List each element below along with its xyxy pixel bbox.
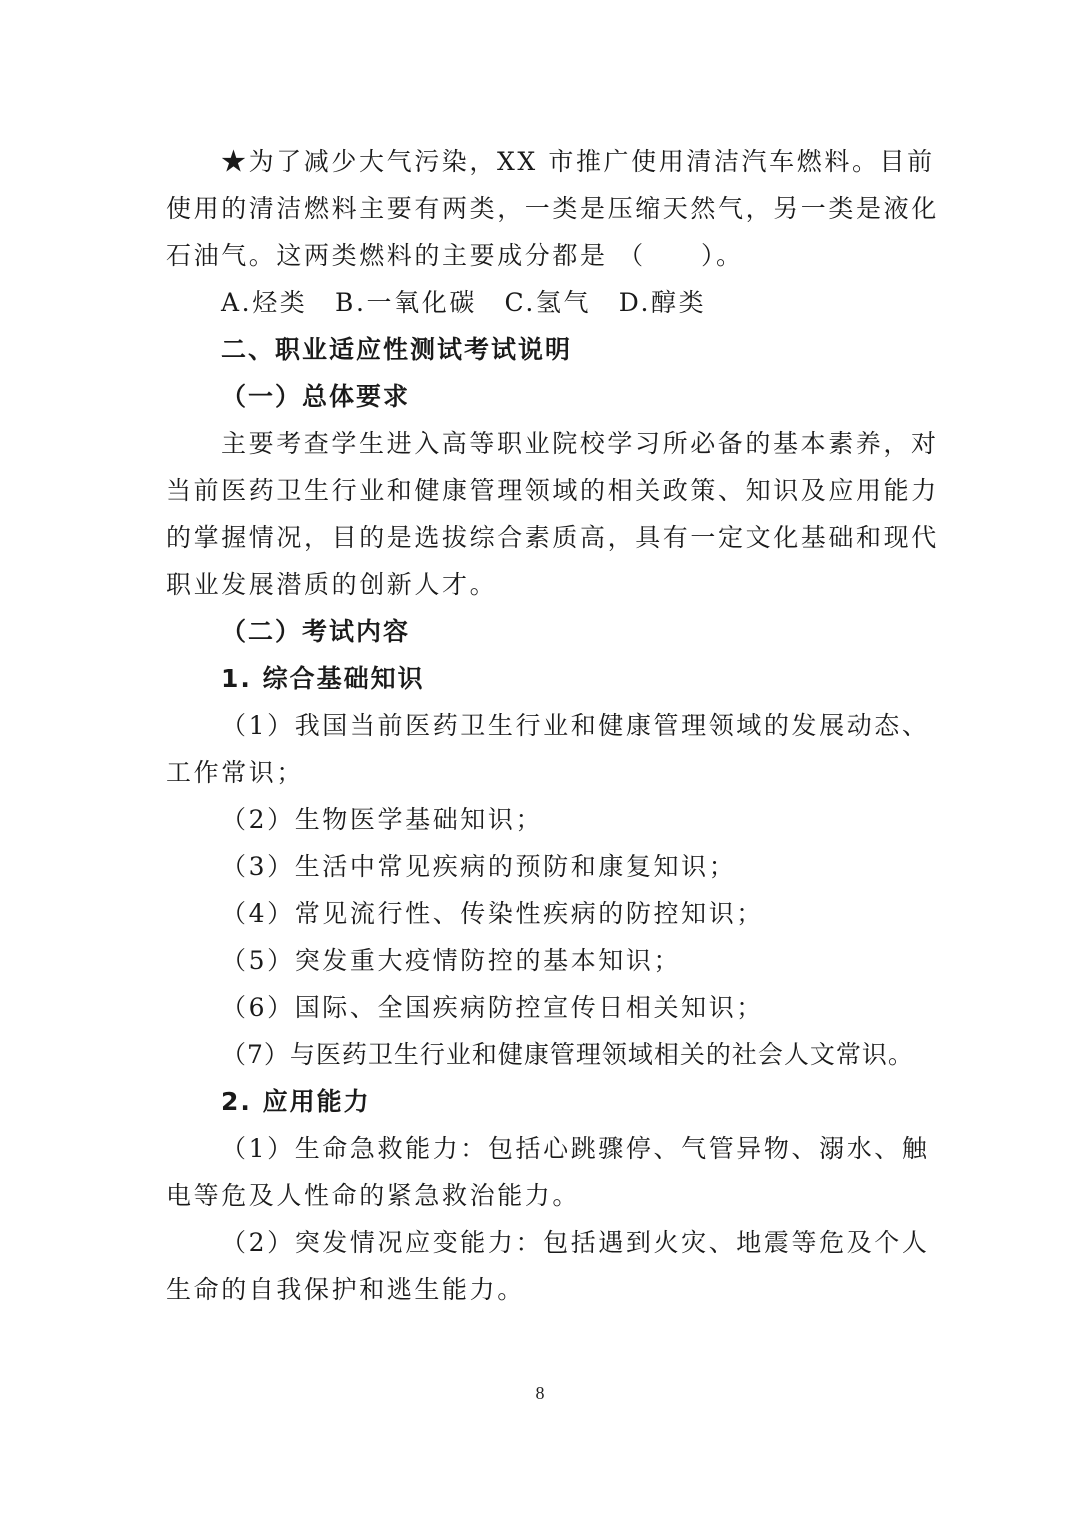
knowledge-item-1-line-1: （1）我国当前医药卫生行业和健康管理领域的发展动态、	[221, 711, 930, 740]
knowledge-item-7: （7）与医药卫生行业和健康管理领域相关的社会人文常识。	[221, 1040, 914, 1069]
knowledge-item-4: （4）常见流行性、传染性疾病的防控知识；	[221, 899, 764, 928]
ability-item-2-line-2: 生命的自我保护和逃生能力。	[166, 1275, 525, 1304]
subsection-heading-general-requirements: （一）总体要求	[221, 382, 411, 411]
requirements-line-1: 主要考查学生进入高等职业院校学习所必备的基本素养，对	[221, 429, 939, 458]
question-stem-line-1: ★为了减少大气污染，XX 市推广使用清洁汽车燃料。目前	[221, 147, 935, 176]
ability-item-1-line-1: （1）生命急救能力：包括心跳骤停、气管异物、溺水、触	[221, 1134, 930, 1163]
knowledge-item-3: （3）生活中常见疾病的预防和康复知识；	[221, 852, 737, 881]
requirements-line-3: 的掌握情况，目的是选拔综合素质高，具有一定文化基础和现代	[166, 523, 939, 552]
requirements-line-2: 当前医药卫生行业和健康管理领域的相关政策、知识及应用能力	[166, 476, 939, 505]
document-page	[166, 138, 939, 1313]
subsection-heading-exam-content: （二）考试内容	[221, 617, 411, 646]
ability-item-1-line-2: 电等危及人性命的紧急救治能力。	[166, 1181, 581, 1210]
requirements-line-4: 职业发展潜质的创新人才。	[166, 570, 498, 599]
knowledge-item-2: （2）生物医学基础知识；	[221, 805, 544, 834]
knowledge-item-6: （6）国际、全国疾病防控宣传日相关知识；	[221, 993, 764, 1022]
page-number: 8	[535, 1383, 545, 1403]
ability-item-2-line-1: （2）突发情况应变能力：包括遇到火灾、地震等危及个人	[221, 1228, 930, 1257]
section-heading: 二、职业适应性测试考试说明	[221, 335, 573, 364]
part-heading-basic-knowledge: 1. 综合基础知识	[221, 664, 425, 693]
knowledge-item-1-line-2: 工作常识；	[166, 758, 305, 787]
part-heading-applied-ability: 2. 应用能力	[221, 1087, 371, 1116]
question-stem-line-2: 使用的清洁燃料主要有两类，一类是压缩天然气，另一类是液化	[166, 194, 939, 223]
question-options: A.烃类 B.一氧化碳 C.氢气 D.醇类	[221, 288, 707, 317]
question-stem-line-3: 石油气。这两类燃料的主要成分都是 （ ）。	[166, 241, 744, 270]
knowledge-item-5: （5）突发重大疫情防控的基本知识；	[221, 946, 682, 975]
